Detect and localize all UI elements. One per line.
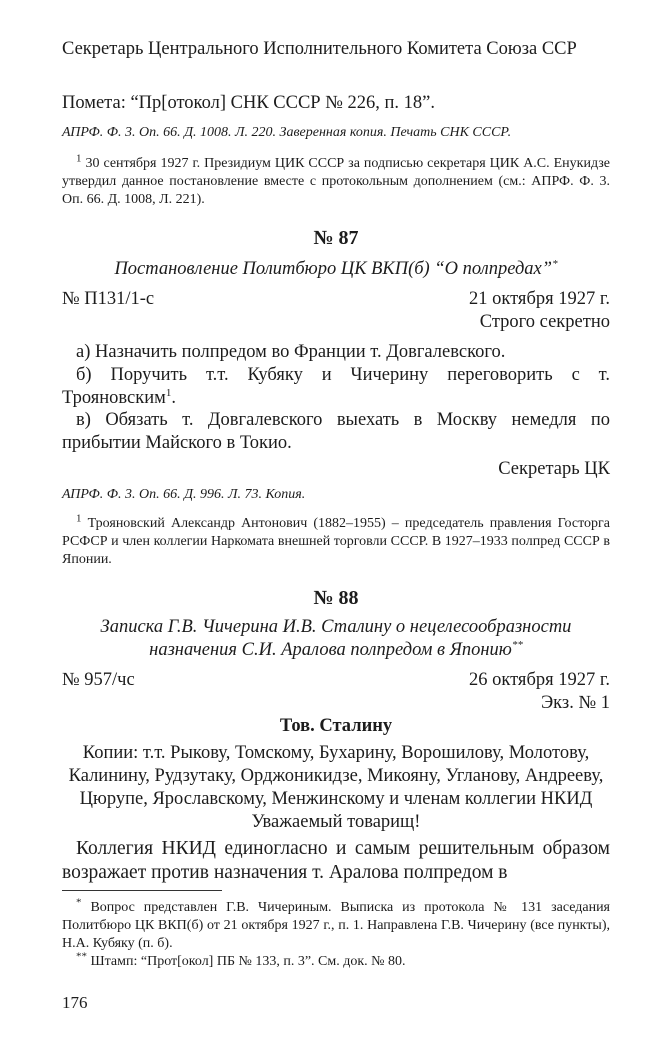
page-number: 176 [62, 993, 88, 1012]
signature-secretary: Секретарь ЦК [498, 459, 610, 479]
document-88-footnote-2 [62, 950, 610, 971]
document-87-title: Постановление Политбюро ЦК ВКП(б) “О полпредах”* [114, 257, 558, 279]
document-88-date: 26 октября 1927 г. [468, 670, 610, 690]
protocol-number: № П131/1-с [62, 289, 155, 309]
pometa-line: Помета: “Пр[отокол] СНК СССР № 226, п. 18”. [62, 93, 435, 113]
footnote-text: Штамп: “Прот[окол] ПБ № 133, п. 3”. См. док. № 80. [90, 954, 406, 969]
item-b-footnote-mark: 1 [165, 386, 172, 399]
footnote-text: 30 сентября 1927 г. Президиум ЦИК СССР за подписью секретаря ЦИК А.С. Енукидзе утвердил данное постановление вместе с протокольным дополнением (см.: АПРФ. Ф. 3. Оп. 66. Д. 1008, Л. 221). [62, 156, 611, 207]
secrecy-stamp: Строго секретно [479, 312, 610, 332]
footnote-mark: ** [76, 950, 87, 963]
footnote-mark: 1 [76, 152, 82, 165]
document-88-title-line-1: Записка Г.В. Чичерина И.В. Сталину о нецелесообразности [100, 617, 572, 637]
addressee: Тов. Сталину [279, 716, 393, 736]
footnote-text: Вопрос представлен Г.В. Чичериным. Выписка из протокола № 131 заседания Политбюро ЦК ВКП(б) от 21 октября 1927 г., п. 1. Направлена Г.В. Чичерину (все пункты), Н.А. Кубяку (п. б). [62, 900, 610, 951]
copy-number: Экз. № 1 [540, 693, 610, 713]
footnote-mark: * [76, 896, 82, 909]
archive-reference: АПРФ. Ф. 3. Оп. 66. Д. 1008. Л. 220. Заверенная копия. Печать СНК СССР. [62, 125, 512, 140]
title-footnote-mark: ** [511, 638, 523, 651]
document-number-87: № 87 [313, 227, 359, 249]
document-87-footnote [62, 512, 610, 569]
footnote-mark: 1 [76, 512, 82, 525]
document-87-archive: АПРФ. Ф. 3. Оп. 66. Д. 996. Л. 73. Копия. [62, 487, 306, 502]
body-text: Коллегия НКИД единогласно и самым решительным образом возражает против назначения т. Аралова полпредом в [62, 838, 610, 883]
document-87-date: 21 октября 1927 г. [468, 289, 610, 309]
title-footnote-mark: * [552, 257, 558, 270]
greeting: Уважаемый товарищ! [251, 812, 421, 832]
document-88-ref-number: № 957/чс [62, 670, 135, 690]
item-c: в) Обязать т. Довгалевского выехать в Москву немедля по прибытии Майского в Токио. [62, 410, 610, 453]
footnote-1 [62, 152, 611, 209]
document-number-88: № 88 [313, 587, 359, 609]
item-b: б) Поручить т.т. Кубяку и Чичерину переговорить с т. Трояновским$^1$. [62, 365, 610, 408]
document-88-footnote-1 [62, 896, 610, 953]
document-88-title-line-2: назначения С.И. Аралова полпредом в Японию** [149, 638, 523, 660]
footnote-separator [62, 890, 222, 891]
footnote-text: Трояновский Александр Антонович (1882–1955) – председатель правления Госторга РСФСР и член коллегии Наркомата внешней торговли СССР. В 1927–1933 полпред СССР в Японии. [62, 516, 610, 567]
secretary-line: Секретарь Центрального Исполнительного Комитета Союза ССР [62, 39, 577, 59]
item-a: а) Назначить полпредом во Франции т. Довгалевского. [76, 342, 506, 362]
copies-list: Копии: т.т. Рыкову, Томскому, Бухарину, Ворошилову, Молотову, Калинину, Рудзутаку, Орджоникидзе, Микояну, Угланову, Андрееву, Цюрупе, Ярославскому, Менжинскому и членам коллегии НКИД [68, 743, 604, 809]
